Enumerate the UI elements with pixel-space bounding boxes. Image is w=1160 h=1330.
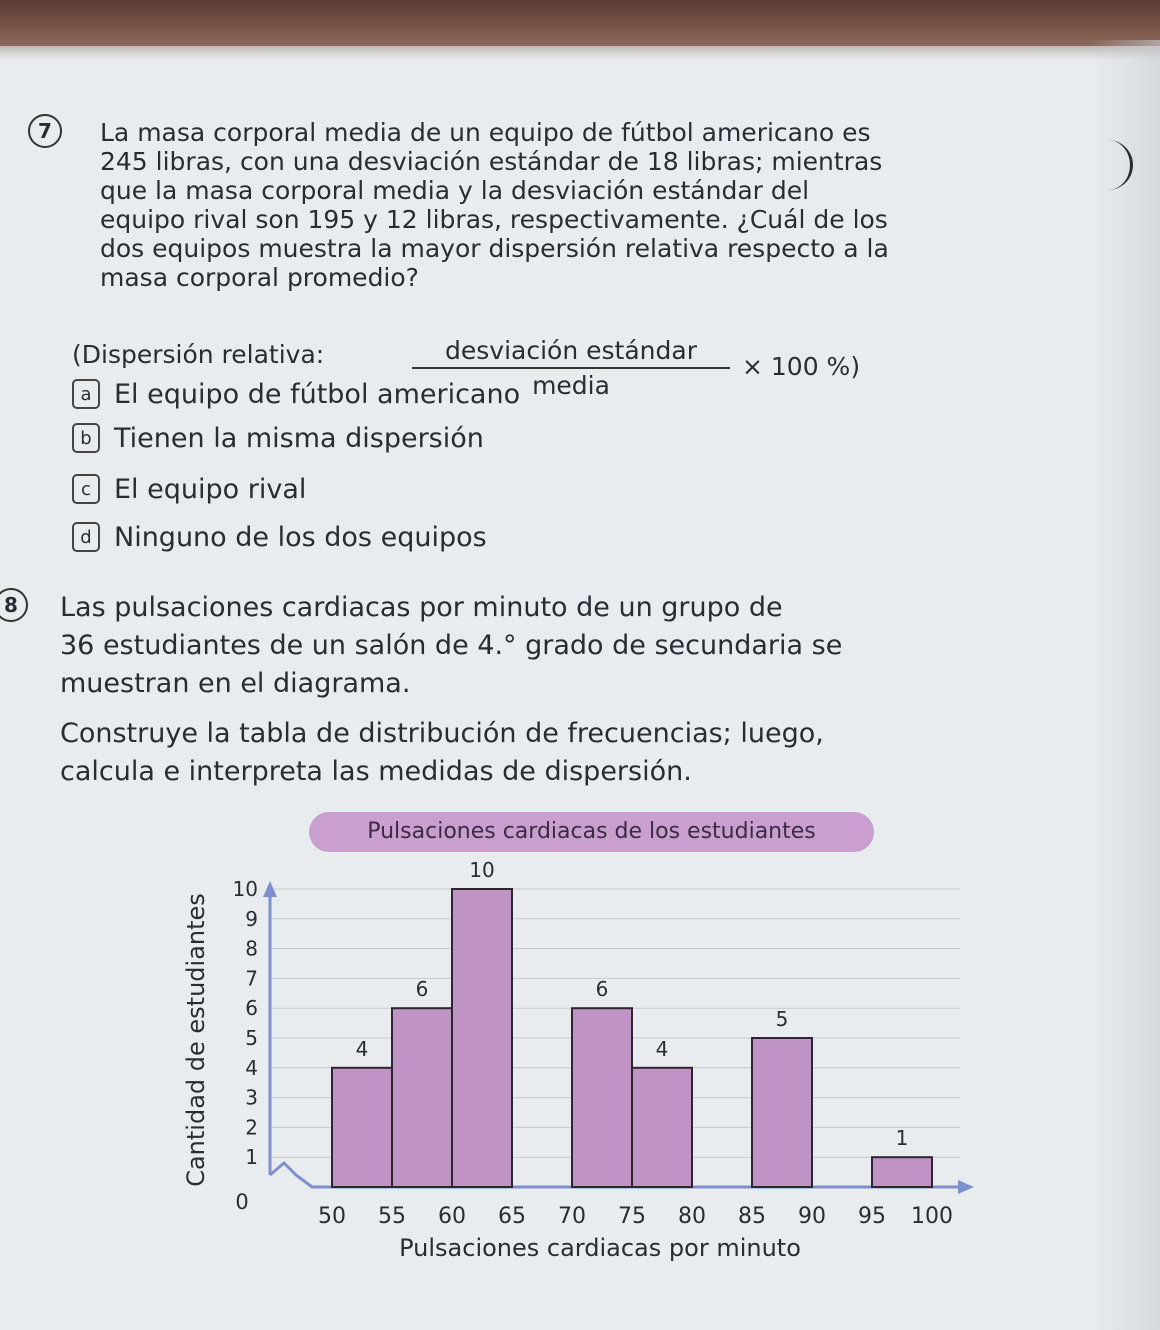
q7-line-4: equipo rival son 195 y 12 libras, respectivamente. ¿Cuál de los bbox=[100, 205, 888, 234]
q7-line-5: dos equipos muestra la mayor dispersión relativa respecto a la bbox=[100, 234, 889, 263]
x-tick-label: 50 bbox=[318, 1204, 346, 1229]
y-tick-label: 5 bbox=[245, 1026, 258, 1050]
q8-line-1: Las pulsaciones cardiacas por minuto de un grupo de bbox=[60, 592, 783, 623]
option-d-letter: d bbox=[72, 522, 100, 552]
y-tick-label: 6 bbox=[245, 996, 258, 1021]
bar-85-90 bbox=[752, 1038, 812, 1187]
option-d-text: Ninguno de los dos equipos bbox=[114, 521, 487, 553]
x-tick-label: 80 bbox=[678, 1204, 706, 1229]
bar-data-label: 4 bbox=[655, 1036, 669, 1061]
option-a-text: El equipo de fútbol americano bbox=[114, 378, 521, 410]
y-tick-label: 4 bbox=[245, 1055, 258, 1080]
x-tick-label: 65 bbox=[498, 1204, 526, 1229]
chart-x-axis-title: Pulsaciones cardiacas por minuto bbox=[399, 1234, 801, 1262]
x-tick-label: 55 bbox=[378, 1204, 406, 1229]
formula-numerator: desviación estándar bbox=[412, 336, 730, 369]
bar-50-55 bbox=[332, 1068, 392, 1187]
q8-instruction-2: calcula e interpreta las medidas de dispersión. bbox=[60, 756, 692, 787]
question-7-number: 7 bbox=[28, 114, 62, 148]
origin-label: 0 bbox=[235, 1190, 249, 1214]
x-tick-label: 60 bbox=[438, 1204, 466, 1229]
y-tick-label: 10 bbox=[232, 877, 258, 901]
bar-60-65 bbox=[452, 889, 512, 1187]
y-tick-label: 3 bbox=[245, 1085, 258, 1110]
bar-75-80 bbox=[632, 1068, 692, 1187]
y-tick-label: 1 bbox=[245, 1145, 258, 1170]
formula-prefix: (Dispersión relativa: bbox=[72, 340, 325, 369]
q7-line-2: 245 libras, con una desviación estándar de 18 libras; mientras bbox=[100, 147, 883, 176]
option-b-letter: b bbox=[72, 423, 100, 453]
x-axis-arrow bbox=[958, 1180, 974, 1194]
y-tick-label: 8 bbox=[245, 936, 258, 961]
option-c-text: El equipo rival bbox=[114, 473, 307, 505]
q8-line-2: 36 estudiantes de un salón de 4.° grado de secundaria se bbox=[60, 630, 843, 661]
chart-y-axis-title: Cantidad de estudiantes bbox=[182, 893, 210, 1187]
formula-denominator: media bbox=[532, 371, 610, 400]
q7-line-1: La masa corporal media de un equipo de fútbol americano es bbox=[100, 118, 871, 147]
bar-70-75 bbox=[572, 1008, 632, 1187]
bar-data-label: 10 bbox=[469, 858, 495, 882]
bar-55-60 bbox=[392, 1008, 452, 1187]
formula-suffix: × 100 %) bbox=[742, 352, 861, 381]
x-tick-label: 75 bbox=[618, 1204, 646, 1229]
question-8-number: 8 bbox=[0, 588, 28, 622]
x-tick-label: 95 bbox=[858, 1204, 886, 1229]
bar-data-label: 1 bbox=[895, 1126, 909, 1151]
x-tick-label: 90 bbox=[798, 1204, 826, 1229]
x-tick-label: 70 bbox=[558, 1204, 586, 1229]
bar-data-label: 6 bbox=[595, 977, 609, 1002]
bar-data-label: 5 bbox=[775, 1007, 789, 1031]
option-c-letter: c bbox=[72, 474, 100, 504]
x-tick-label: 100 bbox=[911, 1204, 953, 1229]
q8-line-3: muestran en el diagrama. bbox=[60, 668, 411, 699]
q7-line-6: masa corporal promedio? bbox=[100, 263, 419, 292]
y-tick-label: 9 bbox=[245, 906, 258, 931]
bar-data-label: 6 bbox=[415, 977, 429, 1002]
chart-title: Pulsaciones cardiacas de los estudiantes bbox=[309, 812, 874, 852]
option-a-letter: a bbox=[72, 379, 100, 409]
option-b-text: Tienen la misma dispersión bbox=[114, 422, 484, 454]
q7-line-3: que la masa corporal media y la desviación estándar del bbox=[100, 176, 810, 205]
x-tick-label: 85 bbox=[738, 1204, 766, 1229]
bar-95-100 bbox=[872, 1157, 932, 1187]
q8-instruction-1: Construye la tabla de distribución de frecuencias; luego, bbox=[60, 718, 824, 749]
bar-data-label: 4 bbox=[355, 1036, 369, 1061]
y-tick-label: 7 bbox=[245, 966, 258, 991]
y-tick-label: 2 bbox=[245, 1115, 258, 1140]
